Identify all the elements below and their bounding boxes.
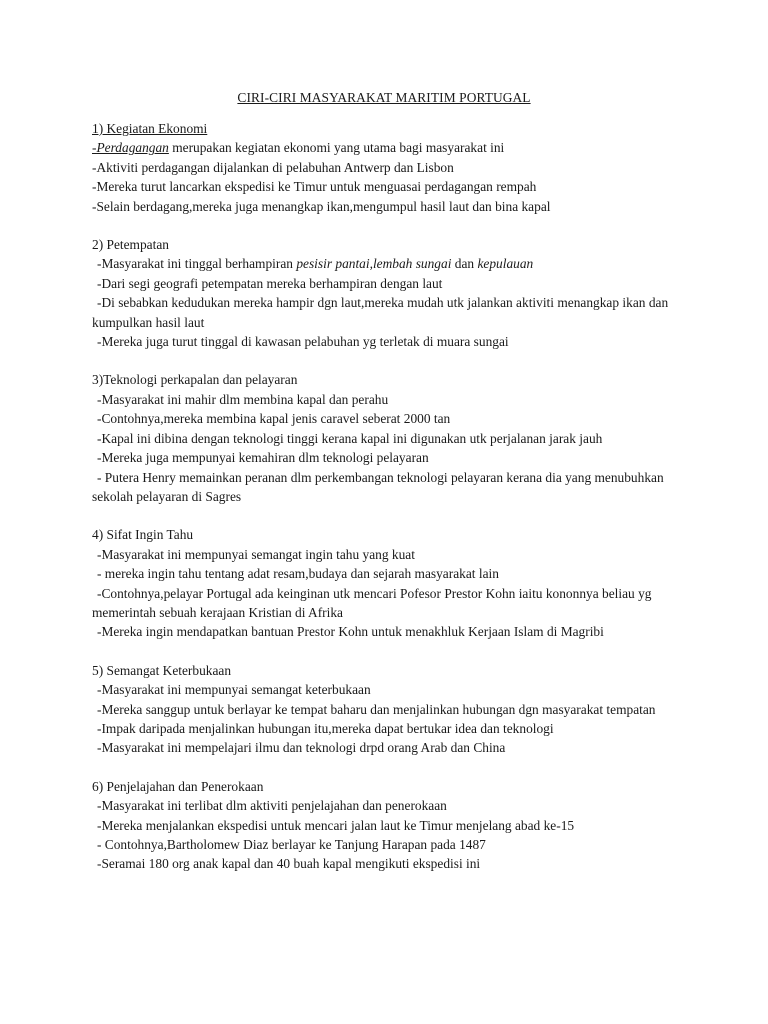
section-semangat-keterbukaan (92, 661, 682, 758)
text-line: -Mereka juga turut tinggal di kawasan pelabuhan yg terletak di muara sungai (97, 334, 509, 350)
text-line: -Contohnya,pelayar Portugal ada keinginan utk mencari Pofesor Prestor Kohn iaitu kononnya beliau yg memerintah sebuah kerajaan Kristian di Afrika (92, 585, 652, 620)
text-line: -Masyarakat ini mempunyai semangat keterbukaan (97, 682, 371, 698)
text-line: -Dari segi geografi petempatan mereka berhampiran dengan laut (97, 275, 443, 291)
section-heading: 1) Kegiatan Ekonomi (92, 121, 208, 136)
italic-term: Perdagangan (96, 140, 169, 156)
text-fragment: dan (451, 256, 478, 272)
section-penjelajahan (92, 777, 682, 874)
document-title: CIRI-CIRI MASYARAKAT MARITIM PORTUGAL (237, 90, 531, 105)
text-line: -Masyarakat ini terlibat dlm aktiviti penjelajahan dan penerokaan (97, 798, 447, 814)
section-kegiatan-ekonomi (92, 119, 682, 216)
section-heading: 2) Petempatan (92, 237, 169, 253)
text-line: -Masyarakat ini mempelajari ilmu dan teknologi drpd orang Arab dan China (97, 740, 506, 756)
text-line (92, 254, 682, 273)
text-line: -Masyarakat ini mahir dlm membina kapal dan perahu (97, 391, 389, 407)
text-line: -Seramai 180 org anak kapal dan 40 buah kapal mengikuti ekspedisi ini (97, 856, 481, 872)
section-sifat-ingin-tahu (92, 525, 682, 641)
italic-term: pesisir pantai,lembah sungai (296, 256, 452, 272)
text-line (92, 138, 682, 157)
text-fragment: -Masyarakat ini tinggal berhampiran (97, 256, 297, 272)
text-line: -Masyarakat ini mempunyai semangat ingin tahu yang kuat (97, 546, 415, 562)
section-heading: 5) Semangat Keterbukaan (92, 662, 232, 678)
text-line: - Putera Henry memainkan peranan dlm perkembangan teknologi pelayaran kerana dia yang menubuhkan sekolah pelayaran di Sagres (92, 469, 664, 504)
section-teknologi (92, 370, 682, 506)
text-fragment: merupakan kegiatan ekonomi yang utama bagi masyarakat ini (168, 140, 505, 156)
document-body (92, 119, 682, 893)
text-line: -Kapal ini dibina dengan teknologi tinggi kerana kapal ini digunakan utk perjalanan jarak jauh (97, 430, 603, 446)
text-line: -Selain berdagang,mereka juga menangkap ikan,mengumpul hasil laut dan bina kapal (92, 198, 551, 214)
text-line: -Aktiviti perdagangan dijalankan di pelabuhan Antwerp dan Lisbon (92, 159, 454, 175)
text-line: -Contohnya,mereka membina kapal jenis caravel seberat 2000 tan (97, 411, 451, 427)
section-petempatan (92, 235, 682, 351)
text-line: -Mereka ingin mendapatkan bantuan Prestor Kohn untuk menakhluk Kerjaan Islam di Magribi (97, 624, 604, 640)
section-heading: 3)Teknologi perkapalan dan pelayaran (92, 372, 298, 388)
text-line: - Contohnya,Bartholomew Diaz berlayar ke Tanjung Harapan pada 1487 (97, 837, 486, 852)
section-heading: 6) Penjelajahan dan Penerokaan (92, 778, 264, 794)
dash: - (92, 140, 97, 156)
text-line: -Mereka juga mempunyai kemahiran dlm teknologi pelayaran (97, 450, 429, 466)
text-line: -Impak daripada menjalinkan hubungan itu,mereka dapat bertukar idea dan teknologi (97, 720, 554, 736)
italic-term: kepulauan (477, 256, 534, 272)
section-heading: 4) Sifat Ingin Tahu (92, 527, 194, 543)
text-line: - mereka ingin tahu tentang adat resam,budaya dan sejarah masyarakat lain (97, 566, 499, 582)
text-line: -Mereka menjalankan ekspedisi untuk mencari jalan laut ke Timur menjelang abad ke-15 (97, 817, 575, 833)
text-line: -Mereka sanggup untuk berlayar ke tempat baharu dan menjalinkan hubungan dgn masyarakat tempatan (97, 701, 656, 717)
text-line: -Mereka turut lancarkan ekspedisi ke Timur untuk menguasai perdagangan rempah (92, 179, 537, 195)
text-line: -Di sebabkan kedudukan mereka hampir dgn laut,mereka mudah utk jalankan aktiviti menangkap ikan dan kumpulkan hasil laut (92, 295, 669, 330)
